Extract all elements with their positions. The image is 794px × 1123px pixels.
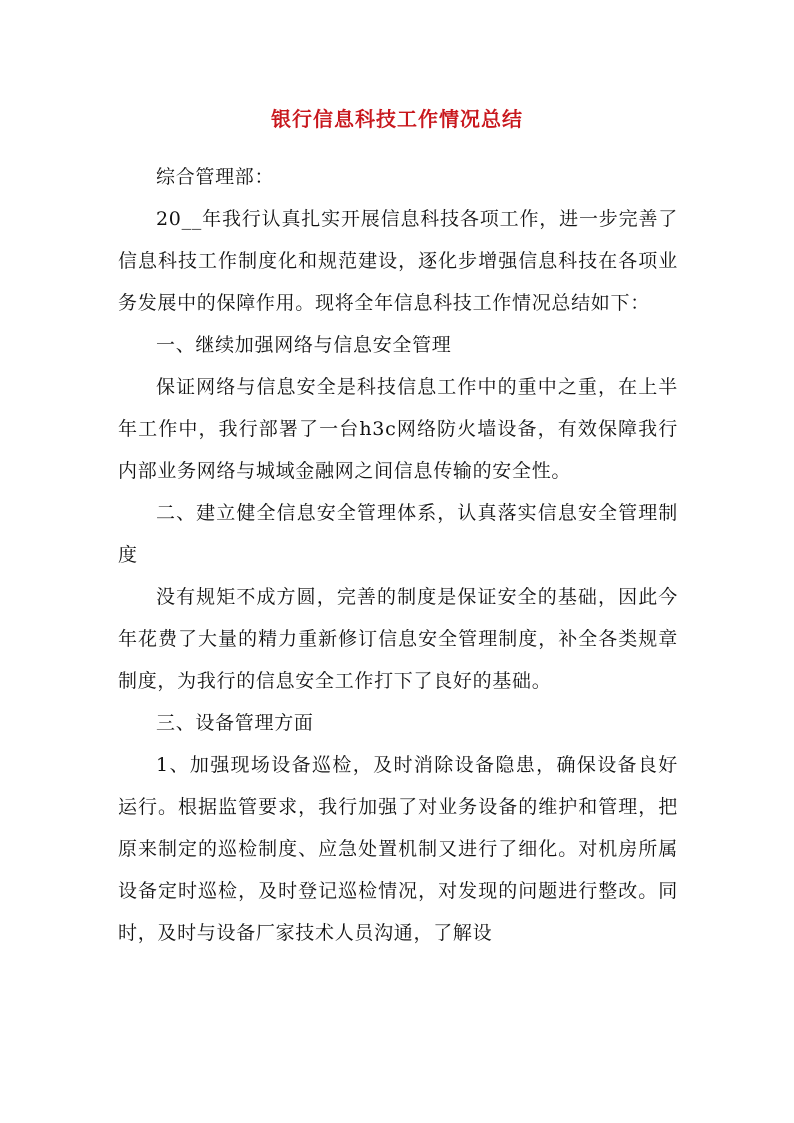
document-title: 银行信息科技工作情况总结 — [271, 107, 523, 131]
section-3-paragraph: 1、加强现场设备巡检，及时消除设备隐患，确保设备良好运行。根据监管要求，我行加强了对业务设备的维护和管理，把原来制定的巡检制度、应急处置机制又进行了细化。对机房所属设备定时巡检，及时登记巡检情况，对发现的问题进行整改。同时，及时与设备厂家技术人员沟通，了解设 — [118, 754, 678, 944]
section-1-paragraph: 保证网络与信息安全是科技信息工作中的重中之重，在上半年工作中，我行部署了一台h3c网络防火墙设备，有效保障我行内部业务网络与城域金融网之间信息传输的安全性。 — [118, 376, 678, 482]
section-heading-1: 一、继续加强网络与信息安全管理 — [156, 334, 452, 356]
document-body — [118, 156, 678, 954]
salutation: 综合管理部： — [156, 166, 275, 188]
section-heading-2: 二、建立健全信息安全管理体系，认真落实信息安全管理制度 — [118, 502, 678, 566]
section-2-paragraph: 没有规矩不成方圆，完善的制度是保证安全的基础，因此今年花费了大量的精力重新修订信息安全管理制度，补全各类规章制度，为我行的信息安全工作打下了良好的基础。 — [118, 586, 678, 692]
intro-paragraph: 20__年我行认真扎实开展信息科技各项工作，进一步完善了信息科技工作制度化和规范建设，逐化步增强信息科技在各项业务发展中的保障作用。现将全年信息科技工作情况总结如下： — [118, 208, 678, 314]
section-heading-3: 三、设备管理方面 — [156, 712, 314, 734]
